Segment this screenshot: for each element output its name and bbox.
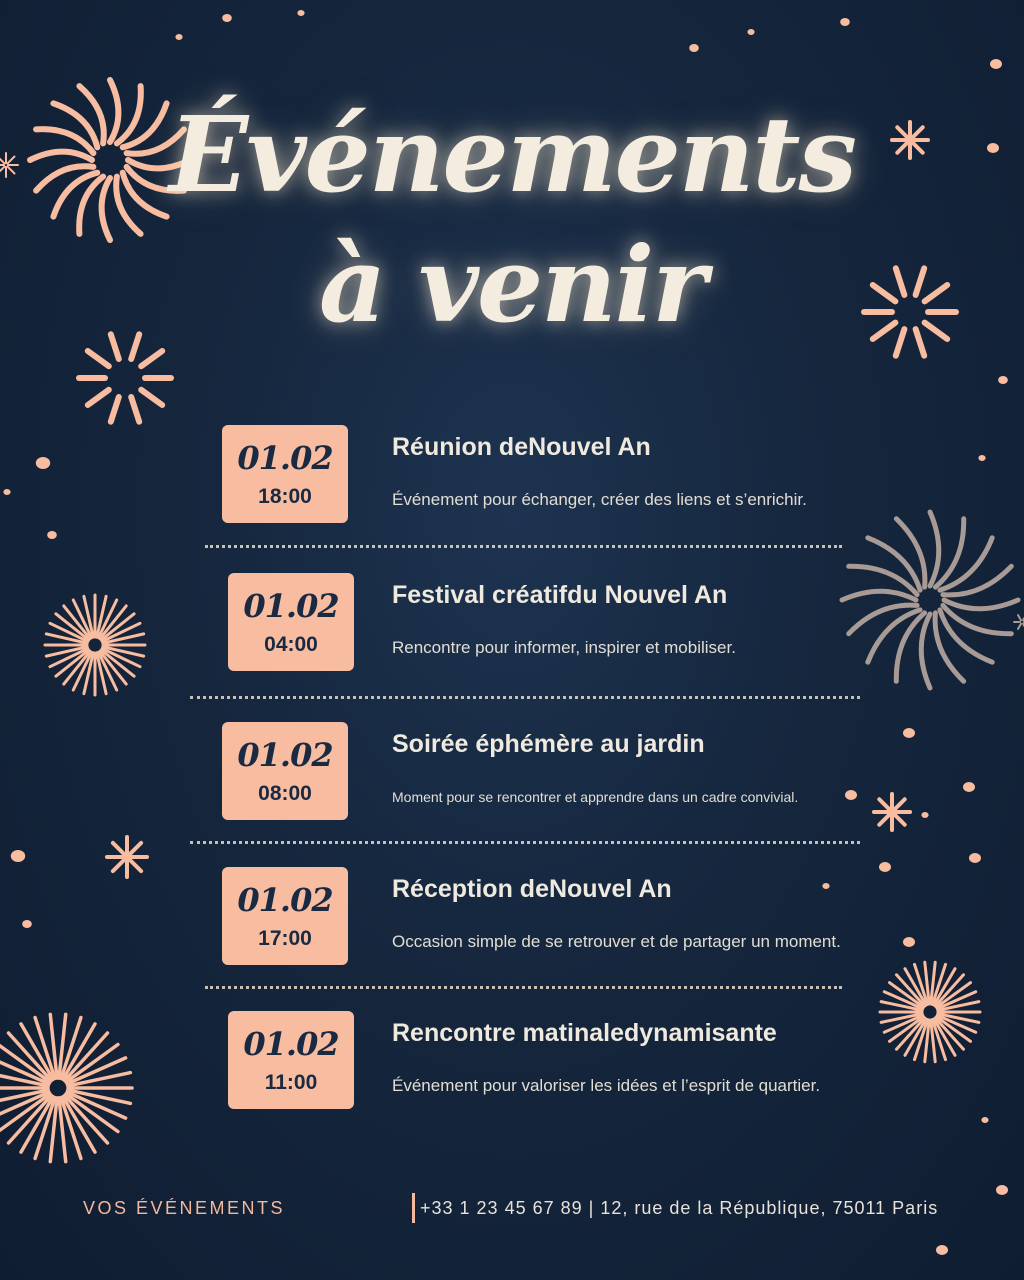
- event-time: 18:00: [258, 485, 312, 508]
- event-description: Événement pour échanger, créer des liens et s’enrichir.: [392, 490, 807, 509]
- event-date: 01.02: [237, 736, 333, 774]
- event-description: Rencontre pour informer, inspirer et mobiliser.: [392, 638, 736, 657]
- event-name: Festival créatifdu Nouvel An: [392, 581, 728, 609]
- event-description: Occasion simple de se retrouver et de partager un moment.: [392, 932, 841, 951]
- event-item: [0, 722, 1024, 822]
- dotted-divider: [205, 986, 842, 989]
- page-title: [0, 90, 1024, 350]
- dot-icon: [840, 18, 850, 26]
- event-date: 01.02: [243, 587, 339, 625]
- event-date: 01.02: [237, 439, 333, 477]
- title-line-1: Événements: [168, 93, 856, 216]
- date-badge: [222, 425, 348, 523]
- event-time: 17:00: [258, 927, 312, 950]
- event-date: 01.02: [243, 1025, 339, 1063]
- dot-icon: [990, 59, 1002, 69]
- date-badge: [228, 573, 354, 671]
- event-date: 01.02: [237, 881, 333, 919]
- dot-icon: [11, 850, 25, 862]
- event-time: 04:00: [264, 633, 318, 656]
- footer-brand: VOS ÉVÉNEMENTS: [83, 1198, 286, 1218]
- dot-icon: [222, 14, 232, 22]
- dot-icon: [936, 1245, 948, 1255]
- event-name: Réception deNouvel An: [392, 875, 672, 903]
- dot-icon: [969, 853, 981, 863]
- event-item: [0, 573, 1024, 673]
- dotted-divider: [205, 545, 842, 548]
- dot-icon: [981, 1117, 988, 1123]
- dotted-divider: [190, 696, 860, 699]
- event-name: Rencontre matinaledynamisante: [392, 1019, 777, 1047]
- event-description: Moment pour se rencontrer et apprendre dans un cadre convivial.: [392, 789, 799, 805]
- date-badge: [228, 1011, 354, 1109]
- event-item: [0, 425, 1024, 525]
- event-item: [0, 1011, 1024, 1111]
- title-line-2: à venir: [318, 223, 706, 346]
- event-time: 11:00: [264, 1071, 318, 1094]
- footer-contact: +33 1 23 45 67 89 | 12, rue de la République, 75011 Paris: [420, 1198, 939, 1218]
- event-item: [0, 867, 1024, 967]
- event-name: Réunion deNouvel An: [392, 433, 651, 461]
- dot-icon: [689, 44, 699, 52]
- event-name: Soirée éphémère au jardin: [392, 730, 705, 758]
- dot-icon: [175, 34, 182, 40]
- dot-icon: [297, 10, 304, 16]
- event-description: Événement pour valoriser les idées et l’esprit de quartier.: [392, 1076, 821, 1095]
- event-time: 08:00: [258, 782, 312, 805]
- date-badge: [222, 867, 348, 965]
- dotted-divider: [190, 841, 860, 844]
- dot-icon: [996, 1185, 1008, 1195]
- dot-icon: [998, 376, 1008, 384]
- dot-icon: [747, 29, 754, 35]
- date-badge: [222, 722, 348, 820]
- dot-icon: [47, 531, 57, 539]
- footer-separator: [412, 1193, 415, 1223]
